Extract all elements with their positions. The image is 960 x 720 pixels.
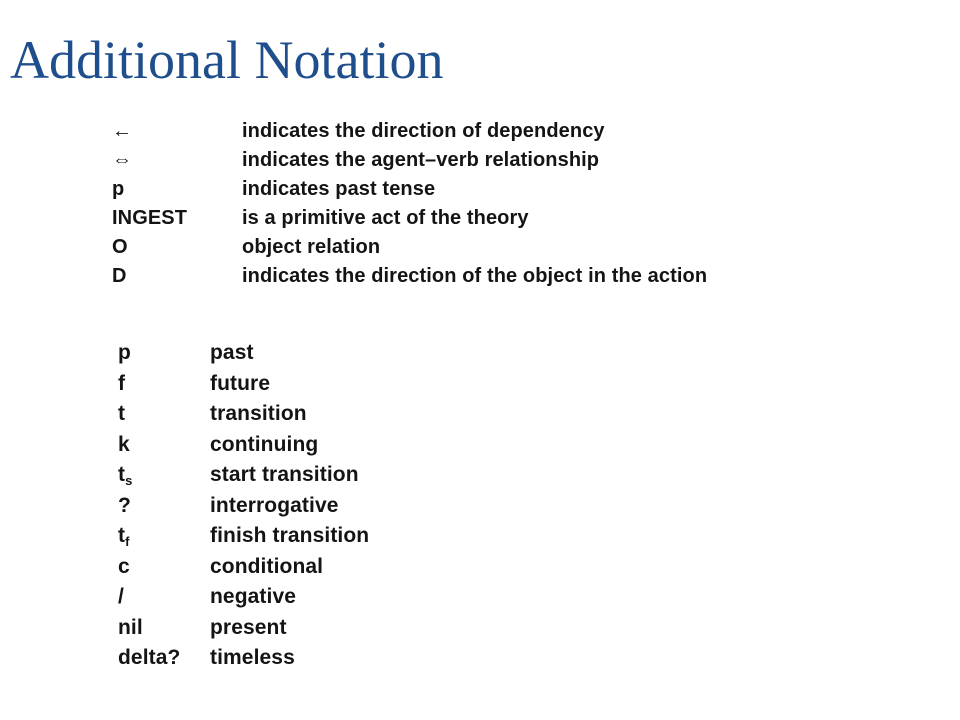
tense-symbol-text: / xyxy=(118,585,124,608)
tense-symbol xyxy=(118,643,210,674)
tense-symbol-subscript: f xyxy=(125,534,130,549)
notation-row xyxy=(112,175,707,204)
tense-symbol xyxy=(118,338,210,369)
notation-symbol: ← xyxy=(112,120,133,142)
slide-title: Additional Notation xyxy=(10,30,444,90)
tense-symbol-text: p xyxy=(118,341,131,364)
notation-row xyxy=(112,146,707,175)
tense-description: continuing xyxy=(210,432,319,456)
tense-symbol xyxy=(118,399,210,430)
tense-symbol-text: t xyxy=(118,402,126,425)
tense-symbol-text: k xyxy=(118,432,130,456)
notation-description: object relation xyxy=(242,236,381,258)
tense-description: finish transition xyxy=(210,524,370,547)
notation-row xyxy=(112,262,707,291)
tense-symbol-text: t xyxy=(118,463,126,486)
tense-row xyxy=(118,643,369,674)
tense-description: start transition xyxy=(210,463,359,486)
tense-symbol xyxy=(118,491,210,522)
notation-row xyxy=(112,204,707,233)
tense-symbol xyxy=(118,430,210,461)
notation-symbol: p xyxy=(112,178,125,200)
tense-symbol xyxy=(118,369,210,400)
tense-symbol xyxy=(118,521,210,554)
tense-description: interrogative xyxy=(210,493,339,517)
tense-row xyxy=(118,430,369,461)
tense-row xyxy=(118,338,369,369)
tense-row xyxy=(118,491,369,522)
notation-row xyxy=(112,117,707,146)
tense-row xyxy=(118,460,369,491)
notation-description: indicates past tense xyxy=(242,178,436,200)
tense-symbol xyxy=(118,582,210,613)
tense-row xyxy=(118,552,369,583)
tense-symbol-text: t xyxy=(118,524,126,547)
notation-description: is a primitive act of the theory xyxy=(242,207,529,229)
notation-table xyxy=(112,117,707,291)
tense-row xyxy=(118,521,369,552)
tense-table xyxy=(118,338,369,674)
tense-symbol-text: f xyxy=(118,371,126,395)
notation-description: indicates the agent–verb relationship xyxy=(242,149,600,171)
tense-symbol-subscript: s xyxy=(125,473,133,488)
tense-symbol-text: delta? xyxy=(118,646,181,669)
tense-description: present xyxy=(210,615,287,639)
tense-symbol xyxy=(118,613,210,644)
tense-description: conditional xyxy=(210,554,324,578)
notation-description: indicates the direction of the object in the action xyxy=(242,265,708,287)
tense-description: future xyxy=(210,371,271,395)
tense-description: timeless xyxy=(210,646,295,669)
notation-symbol: INGEST xyxy=(112,207,188,229)
notation-row xyxy=(112,233,707,262)
tense-row xyxy=(118,582,369,613)
tense-symbol xyxy=(118,552,210,583)
notation-symbol: ⇔ xyxy=(112,149,133,171)
notation-description: indicates the direction of dependency xyxy=(242,120,605,142)
tense-row xyxy=(118,399,369,430)
tense-symbol-text: ? xyxy=(118,493,131,517)
tense-row xyxy=(118,613,369,644)
notation-symbol: D xyxy=(112,265,127,287)
tense-description: transition xyxy=(210,402,307,425)
notation-symbol: O xyxy=(112,236,128,258)
tense-symbol-text: c xyxy=(118,554,130,578)
tense-description: negative xyxy=(210,585,296,608)
tense-symbol-text: nil xyxy=(118,615,143,639)
tense-row xyxy=(118,369,369,400)
tense-symbol xyxy=(118,460,210,493)
tense-description: past xyxy=(210,341,254,364)
